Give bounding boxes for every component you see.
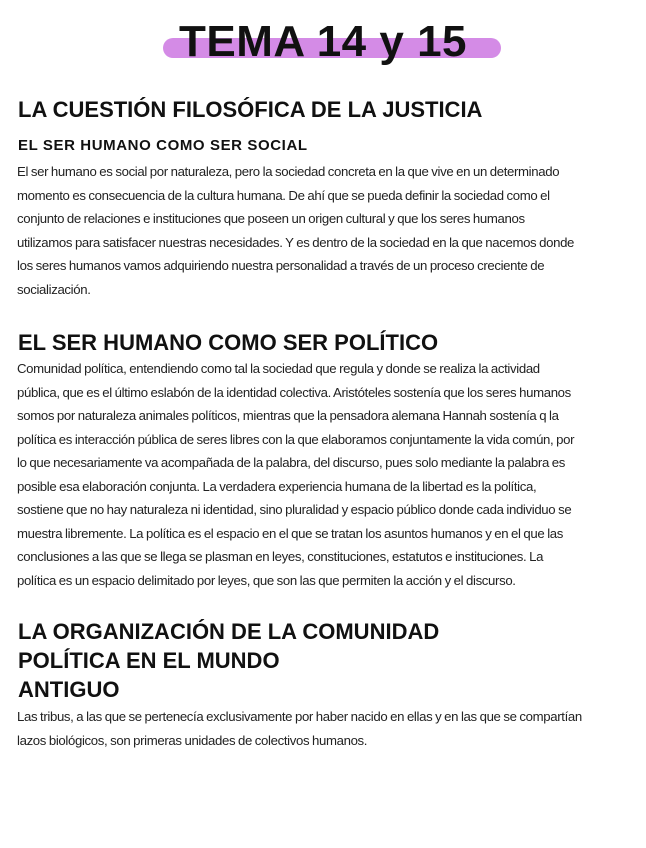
text-line: conjunto de relaciones e instituciones que poseen un origen cultural y que los seres humanos	[17, 211, 525, 226]
paragraph-ser-politico	[17, 357, 631, 592]
section-heading-justicia: LA CUESTIÓN FILOSÓFICA DE LA JUSTICIA	[18, 97, 483, 122]
text-line: lo que necesariamente va acompañada de la palabra, del discurso, pues solo mediante la palabra es	[17, 455, 565, 470]
text-line: El ser humano es social por naturaleza, pero la sociedad concreta en la que vive en un determinado	[17, 164, 560, 179]
text-line: conclusiones a las que se llega se plasman en leyes, constituciones, estatutos e instituciones. La	[17, 549, 544, 564]
paragraph-organizacion	[17, 705, 631, 752]
text-line: los seres humanos vamos adquiriendo nuestra personalidad a través de un proceso creciente de	[17, 258, 545, 273]
text-line: somos por naturaleza animales políticos, mientras que la pensadora alemana Hannah sostenía q la	[17, 408, 559, 423]
paragraph-ser-social	[17, 160, 631, 301]
text-line: Las tribus, a las que se pertenecía exclusivamente por haber nacido en ellas y en las que se compartían	[17, 709, 582, 724]
page-title: TEMA 14 y 15	[178, 17, 468, 66]
section-heading-organizacion: ANTIGUO	[18, 677, 120, 702]
title-block	[0, 14, 646, 70]
text-line: lazos biológicos, son primeras unidades de colectivos humanos.	[17, 732, 368, 748]
text-line: política es interacción pública de seres libres con la que elaboramos conjuntamente la vida común, por	[17, 431, 575, 447]
section-subheading-ser-social: EL SER HUMANO COMO SER SOCIAL	[18, 137, 308, 154]
text-line: momento es consecuencia de la cultura humana. De ahí que se pueda definir la sociedad como el	[17, 187, 550, 203]
text-line: muestra libremente. La política es el espacio en el que se tratan los asuntos humanos y en el que las	[17, 525, 564, 541]
section-heading-organizacion: POLÍTICA EN EL MUNDO	[18, 648, 280, 673]
text-line: posible esa elaboración conjunta. La verdadera experiencia humana de la libertad es la política,	[17, 478, 537, 494]
text-line: pública, que es el último eslabón de la identidad colectiva. Aristóteles sostenía que los seres humanos	[17, 384, 571, 400]
text-line: utilizamos para satisfacer nuestras necesidades. Y es dentro de la sociedad en la que nacemos donde	[17, 234, 575, 250]
text-line: política es un espacio delimitado por leyes, que son las que permiten la acción y el discurso.	[17, 572, 516, 588]
section-heading-organizacion: LA ORGANIZACIÓN DE LA COMUNIDAD	[18, 619, 440, 644]
text-line: socialización.	[17, 281, 91, 297]
text-line: Comunidad política, entendiendo como tal la sociedad que regula y donde se realiza la actividad	[17, 361, 540, 376]
text-line: sostiene que no hay naturaleza ni identidad, sino pluralidad y espacio público donde cada individuo se	[17, 502, 572, 517]
section-heading-ser-politico: EL SER HUMANO COMO SER POLÍTICO	[18, 330, 439, 355]
